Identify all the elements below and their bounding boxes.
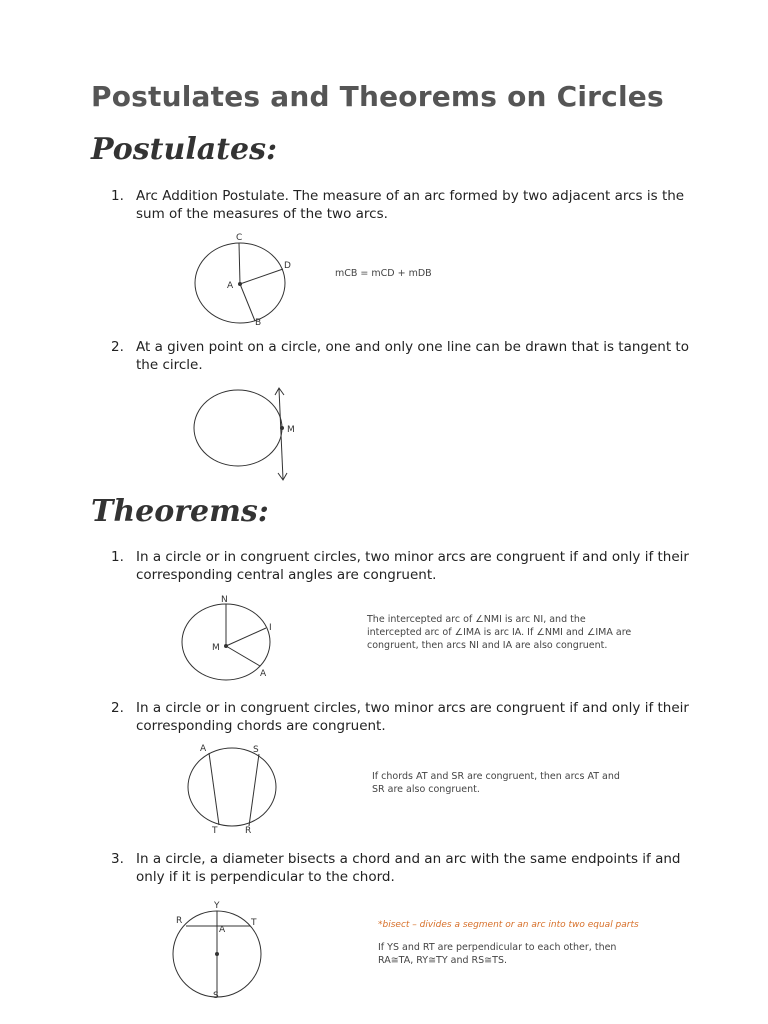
congruent-chords-diagram bbox=[185, 742, 285, 837]
central-angles-diagram bbox=[175, 592, 285, 682]
label-m: M bbox=[287, 425, 295, 435]
postulate-2-number: 2. bbox=[111, 339, 124, 355]
radius-ac bbox=[239, 243, 240, 284]
theorem-2-note: If chords AT and SR are congruent, then arcs AT and SR are also congruent. bbox=[372, 771, 620, 795]
label-r: R bbox=[245, 826, 252, 836]
chord-sr bbox=[249, 754, 259, 826]
theorem-1-number: 1. bbox=[111, 549, 124, 565]
postulates-heading: Postulates: bbox=[91, 132, 278, 167]
center-point bbox=[238, 282, 242, 286]
label-c: C bbox=[236, 233, 243, 243]
postulate-2-text: At a given point on a circle, one and only one line can be drawn that is tangent to the circle. bbox=[136, 339, 689, 373]
postulate-1-number: 1. bbox=[111, 188, 124, 204]
label-s: S bbox=[213, 991, 219, 1001]
radius-ab bbox=[240, 284, 255, 321]
arc-addition-diagram bbox=[190, 230, 300, 330]
label-m: M bbox=[212, 643, 220, 653]
label-r: R bbox=[176, 916, 183, 926]
label-a: A bbox=[260, 669, 267, 679]
theorem-2-number: 2. bbox=[111, 700, 124, 716]
label-a: A bbox=[200, 744, 207, 754]
tangent-diagram bbox=[190, 384, 310, 484]
perpendicular-diameter-diagram bbox=[170, 898, 270, 1002]
label-a: A bbox=[219, 925, 226, 935]
theorem-3-note: If YS and RT are perpendicular to each other, then RA≅TA, RY≅TY and RS≅TS. bbox=[378, 942, 617, 966]
page-title: Postulates and Theorems on Circles bbox=[91, 80, 664, 113]
tangent-line bbox=[279, 389, 283, 479]
label-t: T bbox=[212, 826, 218, 836]
radius-mi bbox=[226, 628, 266, 646]
theorem-3-number: 3. bbox=[111, 851, 124, 867]
chord-at bbox=[209, 753, 219, 825]
label-t: T bbox=[251, 918, 257, 928]
theorem-1-text: In a circle or in congruent circles, two minor arcs are congruent if and only if their corresponding central angles are congruent. bbox=[136, 549, 689, 583]
label-n: N bbox=[221, 595, 228, 605]
radius-ma bbox=[226, 646, 260, 666]
center-point bbox=[215, 952, 219, 956]
theorem-2-text: In a circle or in congruent circles, two minor arcs are congruent if and only if their corresponding chords are congruent. bbox=[136, 700, 689, 734]
radius-ad bbox=[240, 269, 283, 284]
theorem-3-text: In a circle, a diameter bisects a chord and an arc with the same endpoints if and only if it is perpendicular to the chord. bbox=[136, 851, 681, 885]
label-a: A bbox=[227, 281, 234, 291]
bisect-definition: *bisect – divides a segment or an arc into two equal parts bbox=[378, 920, 639, 930]
label-b: B bbox=[255, 318, 262, 328]
tangent-point bbox=[280, 426, 284, 430]
arc-addition-formula: mCB = mCD + mDB bbox=[335, 268, 432, 279]
label-d: D bbox=[284, 261, 291, 271]
center-m bbox=[224, 644, 228, 648]
postulate-1-text: Arc Addition Postulate. The measure of an arc formed by two adjacent arcs is the sum of the measures of the two arcs. bbox=[136, 188, 685, 222]
theorems-heading: Theorems: bbox=[91, 494, 269, 529]
label-y: Y bbox=[214, 901, 220, 911]
label-i: I bbox=[269, 623, 272, 633]
label-s: S bbox=[253, 745, 259, 755]
theorem-1-note: The intercepted arc of ∠NMI is arc NI, and the intercepted arc of ∠IMA is arc IA. If ∠NMI and ∠IMA are congruent, then arcs NI and IA are also congruent. bbox=[367, 614, 632, 651]
